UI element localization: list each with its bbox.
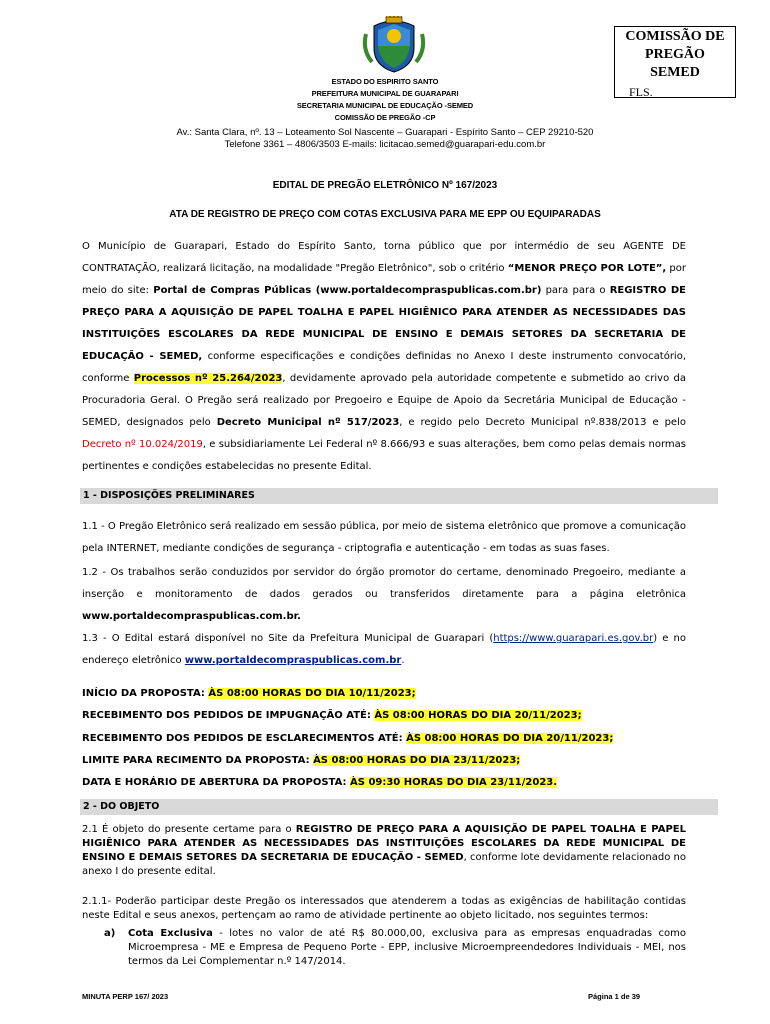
date-row-abertura (82, 775, 557, 791)
section-2-1 (82, 823, 686, 879)
item-a-text: - lotes no valor de até R$ 80.000,00, exclusiva para as empresas enquadradas como Microempresa - ME e Empresa de Pequeno Porte - EPP, inclusive Microempreendedores Individuais - MEI, nos termos da Lei Complementar n.º 147/2014. (128, 928, 686, 967)
date-value: ÀS 08:00 HORAS DO DIA 20/11/2023; (374, 710, 582, 721)
date-label: INÍCIO DA PROPOSTA: (82, 688, 209, 699)
section-1-2 (82, 562, 686, 628)
section-1-3-text-b: ) e no endereço eletrônico (82, 633, 686, 666)
intro-paragraph (82, 236, 686, 478)
date-value: ÀS 08:00 HORAS DO DIA 23/11/2023; (313, 755, 521, 766)
stamp-line-1: COMISSÃO DE (625, 29, 725, 44)
intro-objeto: REGISTRO DE PREÇO PARA A AQUISIÇÃO DE PAPEL TOALHA E PAPEL HIGIÊNICO PARA ATENDER AS NECESSIDADES DAS INSTITUIÇÕES ESCOLARES DA REDE MUNICIPAL DE ENSINO E DEMAIS SETORES DA SECRETARIA DE EDUCAÇÃO - SEMED, (82, 285, 686, 362)
section-1-2-text: 1.2 - Os trabalhos serão conduzidos por servidor do órgão promotor do certame, denominado Pregoeiro, mediante a inserção e monitoramento de dados gerados ou transferidos diretamente para a página eletrônica (82, 567, 686, 600)
section-2-1-objeto: REGISTRO DE PREÇO PARA A AQUISIÇÃO DE PAPEL TOALHA E PAPEL HIGIÊNICO PARA ATENDER AS NECESSIDADES DAS INSTITUIÇÕES ESCOLARES DA REDE MUNICIPAL DE ENSINO E DEMAIS SETORES DA SECRETARIA DE EDUCAÇÃO - SEMED (82, 824, 686, 863)
stamp-fls: FLS. _______ (629, 85, 698, 99)
section-1-heading: 1 - DISPOSIÇÕES PRELIMINARES (80, 488, 718, 504)
section-2-1-1: 2.1.1- Poderão participar deste Pregão os interessados que atenderem a todas as exigências de habilitação contidas neste Edital e seus anexos, pertençam ao ramo de atividade pertinente ao objeto licitado, nos seguintes termos: (82, 896, 686, 921)
footer-page-number: Página 1 de 39 (588, 992, 641, 1001)
header-phones: Telefone 3361 – 4806/3503 E-mails: licitacao.semed@guarapari-edu.com.br (224, 139, 546, 150)
date-label: LIMITE PARA RECIMENTO DA PROPOSTA: (82, 755, 314, 766)
intro-text-2: por meio do site: (82, 263, 687, 296)
date-row-inicio (82, 686, 416, 702)
date-row-impugnacao (82, 708, 582, 724)
section-1-3 (82, 628, 686, 672)
edital-title: EDITAL DE PREGÃO ELETRÔNICO Nº 167/2023 (272, 180, 498, 191)
date-label: DATA E HORÁRIO DE ABERTURA DA PROPOSTA: (82, 777, 351, 788)
header-comissao: COMISSÃO DE PREGÃO -CP (334, 113, 436, 122)
date-label: RECEBIMENTO DOS PEDIDOS DE ESCLARECIMENTOS ATÉ: (82, 733, 407, 744)
intro-decreto-2: Decreto nº 10.024/2019 (82, 439, 203, 450)
section-2-1-text-a: 2.1 É objeto do presente certame para o (82, 824, 296, 835)
intro-text-6: , e regido pelo Decreto Municipal nº.838/2013 e pelo (399, 417, 686, 428)
stamp-line-3: SEMED (650, 65, 700, 80)
section-1-3-text-c: . (401, 655, 405, 666)
intro-text-5: , devidamente aprovado pela autoridade competente e submetido ao crivo da Procuradoria Geral. O Pregão será realizado por Pregoeiro e Equipe de Apoio da Secretária Municipal de Educação - SEMED, designados pelo (82, 373, 686, 428)
date-value: ÀS 09:30 HORAS DO DIA 23/11/2023. (350, 777, 558, 788)
coat-of-arms-logo (360, 16, 428, 74)
item-a-title: Cota Exclusiva (128, 928, 213, 939)
stamp-box (614, 26, 736, 98)
section-1-1: 1.1 - O Pregão Eletrônico será realizado em sessão pública, por meio de sistema eletrônico que promove a comunicação pela INTERNET, mediante condições de segurança - criptografia e autenticação - em todas as suas fases. (82, 521, 686, 554)
intro-text-4: conforme especificações e condições definidas no Anexo I deste instrumento convocatório, conforme (82, 351, 687, 384)
intro-decreto-1: Decreto Municipal nº 517/2023 (216, 417, 400, 428)
intro-text-1: O Município de Guarapari, Estado do Espírito Santo, torna público que por intermédio de seu AGENTE DE CONTRATAÇÃO, realizará licitação, na modalidade "Pregão Eletrônico", sob o critério (82, 241, 686, 274)
section-1-2-site: www.portaldecompraspublicas.com.br. (82, 611, 301, 622)
section-2-1-text-b: , conforme lote devidamente relacionado no anexo I do presente edital. (82, 852, 686, 877)
date-row-limite (82, 753, 520, 769)
date-value: ÀS 08:00 HORAS DO DIA 20/11/2023; (406, 733, 614, 744)
ata-title: ATA DE REGISTRO DE PREÇO COM COTAS EXCLUSIVA PARA ME EPP OU EQUIPARADAS (169, 209, 601, 220)
section-2-heading: 2 - DO OBJETO (80, 799, 718, 815)
guarapari-link[interactable]: https://www.guarapari.es.gov.br (493, 633, 654, 644)
intro-portal: Portal de Compras Públicas (www.portaldecompraspublicas.com.br) (153, 285, 542, 296)
intro-text-7: , e subsidiariamente Lei Federal nº 8.666/93 e suas alterações, bem como pelas demais normas pertinentes e condições estabelecidas no presente Edital. (82, 439, 686, 472)
date-value: ÀS 08:00 HORAS DO DIA 10/11/2023; (208, 688, 416, 699)
footer-minuta: MINUTA PERP 167/ 2023 (82, 992, 169, 1001)
date-row-esclarecimentos (82, 731, 613, 747)
header-secretaria: SECRETARIA MUNICIPAL DE EDUCAÇÃO -SEMED (296, 101, 474, 110)
item-a-marker: a) (104, 928, 116, 939)
section-1-3-text-a: 1.3 - O Edital estará disponível no Site da Prefeitura Municipal de Guarapari ( (82, 633, 494, 644)
item-a (128, 927, 686, 969)
header-address: Av.: Santa Clara, nº. 13 – Loteamento Sol Nascente – Guarapari - Espírito Santo – CEP 29210-520 (176, 127, 594, 138)
header-prefeitura: PREFEITURA MUNICIPAL DE GUARAPARI (311, 89, 459, 98)
intro-criterio: “MENOR PREÇO POR LOTE”, (507, 263, 667, 274)
intro-text-3: para para o (541, 285, 610, 296)
header-state: ESTADO DO ESPIRITO SANTO (331, 77, 439, 86)
stamp-line-2: PREGÃO (645, 47, 705, 62)
intro-processo: Processos nº 25.264/2023 (133, 373, 283, 384)
date-label: RECEBIMENTO DOS PEDIDOS DE IMPUGNAÇÃO ATÉ: (82, 710, 375, 721)
portal-compras-link[interactable]: www.portaldecompraspublicas.com.br (184, 655, 402, 666)
